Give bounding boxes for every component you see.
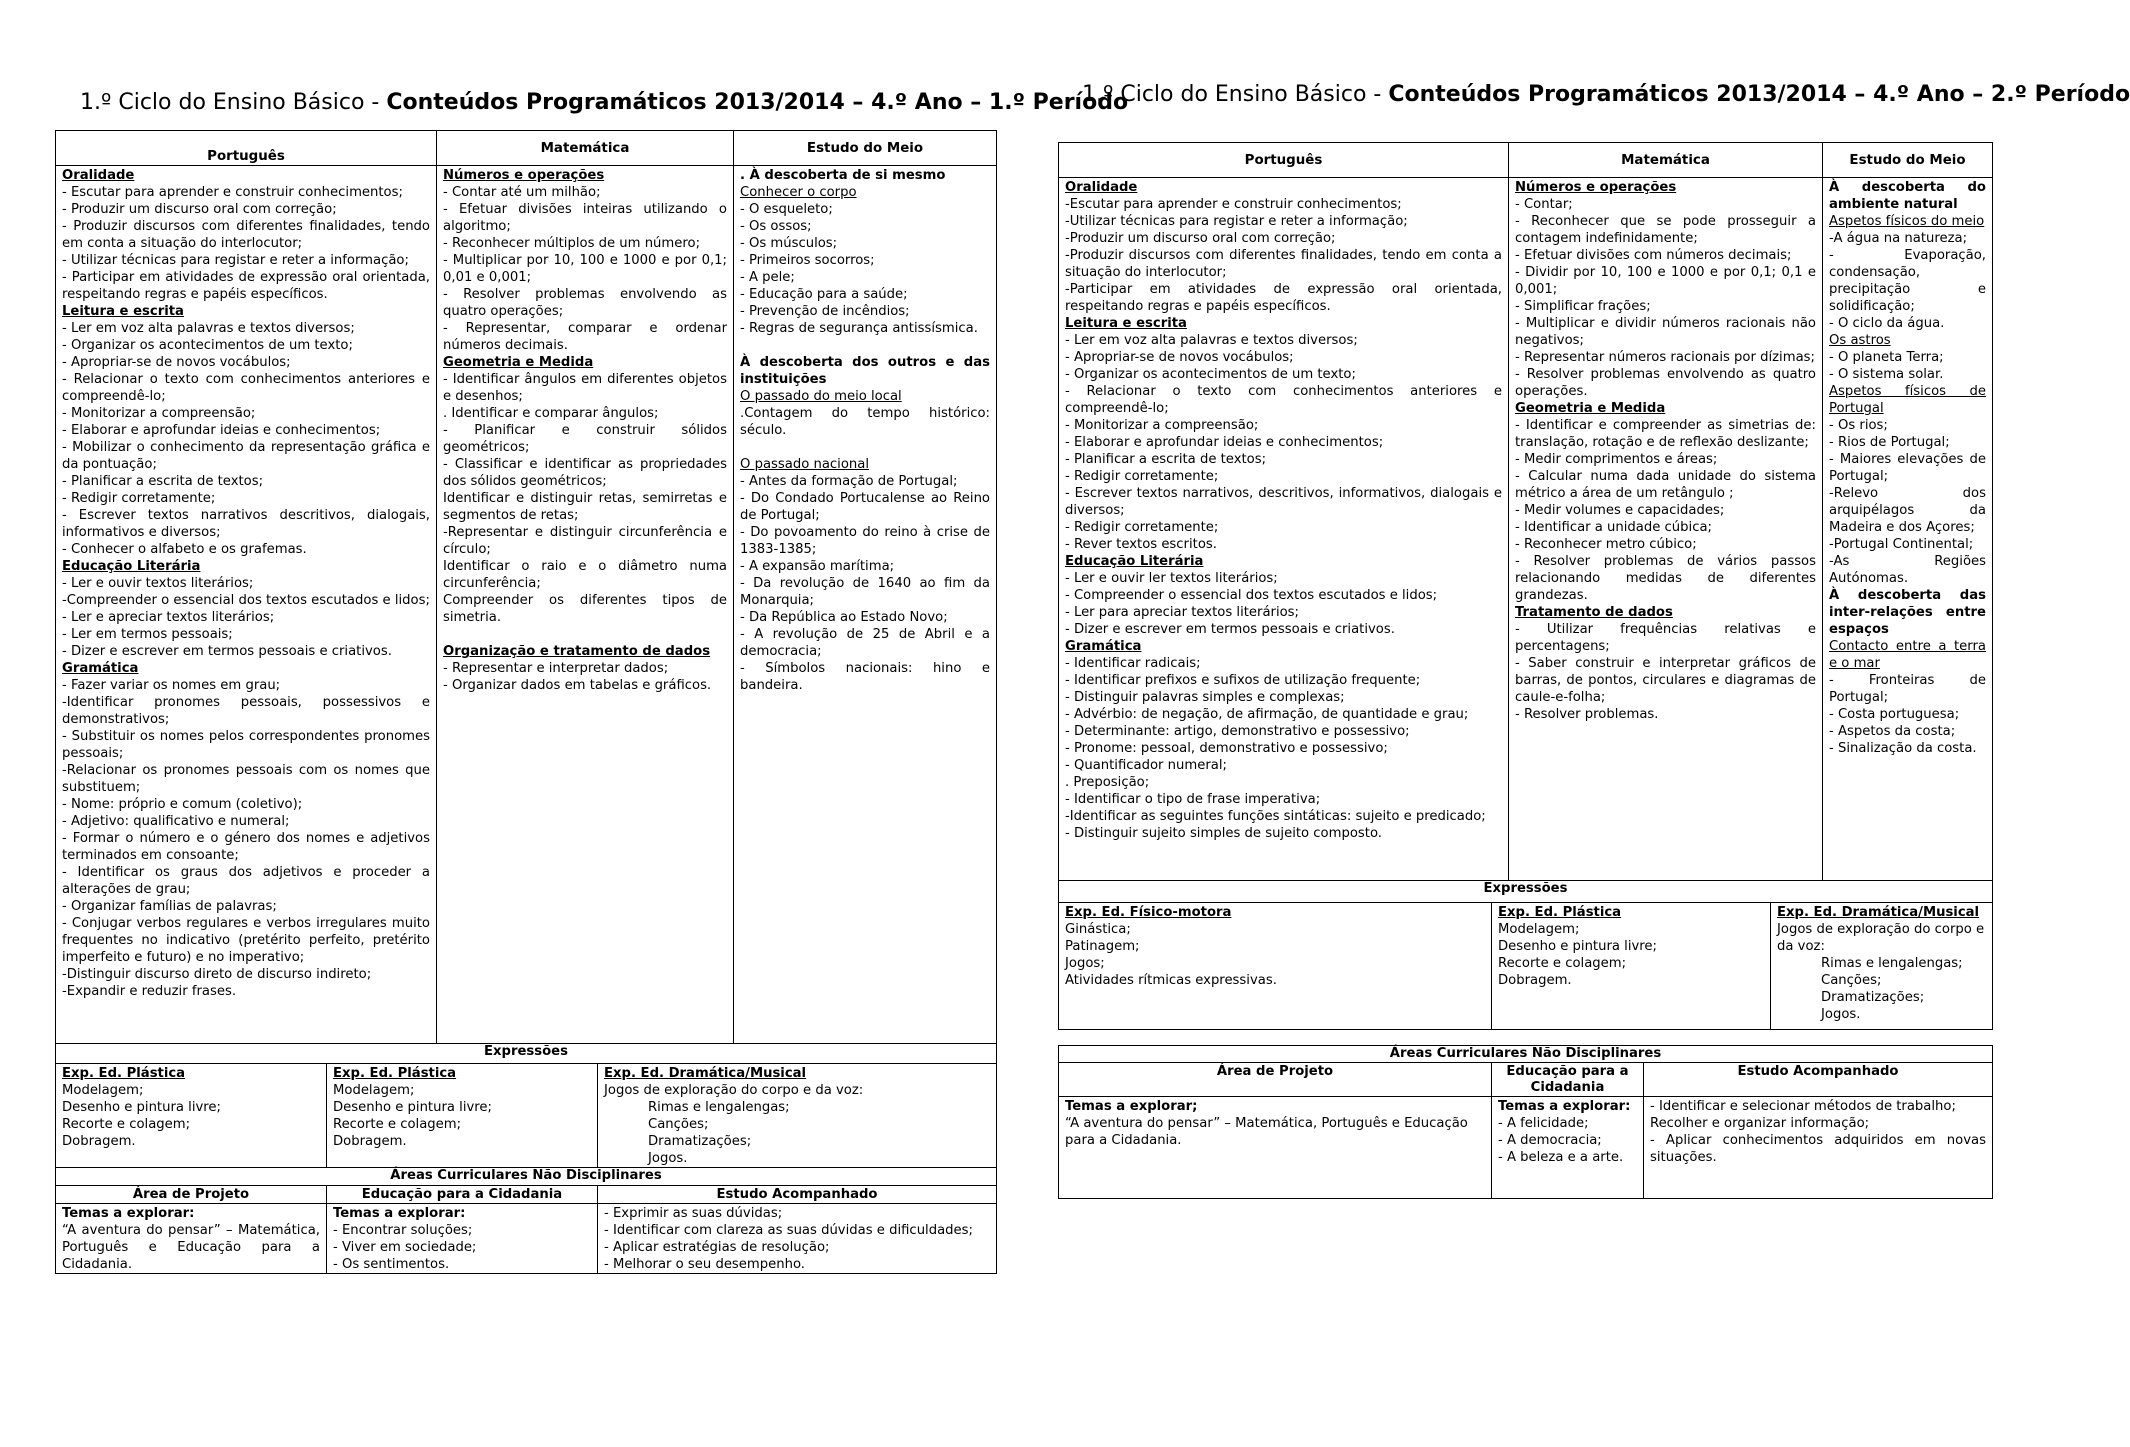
list-item: - Ler e ouvir textos literários; — [62, 576, 254, 591]
list-item: - O sistema solar. — [1829, 367, 1944, 382]
section-heading: Conhecer o corpo — [740, 185, 857, 200]
section-heading: Números e operações — [443, 168, 605, 183]
list-item: Dramatizações; — [1821, 990, 1925, 1005]
list-item: - A democracia; — [1498, 1133, 1602, 1148]
list-item — [740, 337, 990, 354]
list-item: - Conjugar verbos regulares e verbos irregulares muito frequentes no indicativo (pretérito perfeito, pretérito imperfeito e futuro) e no imperativo; — [62, 916, 430, 965]
list-item: - Multiplicar por 10, 100 e 1000 e por 0,1; 0,01 e 0,001; — [443, 253, 727, 285]
list-item: - Prevenção de incêndios; — [740, 304, 910, 319]
section-heading: Gramática — [1065, 639, 1142, 654]
list-item: Recorte e colagem; — [333, 1117, 462, 1132]
list-item: - Educação para a saúde; — [740, 287, 908, 302]
list-item: - Planificar a escrita de textos; — [62, 474, 264, 489]
list-item: -A água na natureza; — [1829, 231, 1968, 246]
section-heading: O passado nacional — [740, 457, 870, 472]
cidadania-cell: Temas a explorar: - A felicidade; - A democracia; - A beleza e a arte. — [1492, 1097, 1644, 1199]
list-item: - Organizar dados em tabelas e gráficos. — [443, 678, 712, 693]
list-item: - A expansão marítima; — [740, 559, 895, 574]
list-item: Desenho e pintura livre; — [1498, 939, 1657, 954]
list-item: - Resolver problemas envolvendo as quatro operações. — [1515, 367, 1816, 399]
area-projeto-cell: Temas a explorar: “A aventura do pensar” – Matemática, Português e Educação para a Cidadania. — [56, 1204, 327, 1274]
list-item: - Nome: próprio e comum (coletivo); — [62, 797, 303, 812]
section-heading: Aspetos físicos de Portugal — [1829, 384, 1986, 416]
list-item: - Resolver problemas. — [1515, 707, 1659, 722]
list-item: - A beleza e a arte. — [1498, 1150, 1624, 1165]
list-item: -Expandir e reduzir frases. — [62, 984, 237, 999]
list-item: Atividades rítmicas expressivas. — [1065, 973, 1277, 988]
list-item: - Determinante: artigo, demonstrativo e possessivo; — [1065, 724, 1410, 739]
list-item: - Medir comprimentos e áreas; — [1515, 452, 1718, 467]
section-heading: Tratamento de dados — [1515, 605, 1673, 620]
list-item: - Mobilizar o conhecimento da representação gráfica e da pontuação; — [62, 440, 430, 472]
list-item: - Melhorar o seu desempenho. — [604, 1257, 805, 1272]
list-item: - Do Condado Portucalense ao Reino de Portugal; — [740, 491, 990, 523]
list-item: Patinagem; — [1065, 939, 1140, 954]
list-item: -Compreender o essencial dos textos escutados e lidos; — [62, 593, 430, 608]
list-item: Canções; — [1821, 973, 1882, 988]
list-item: - Rios de Portugal; — [1829, 435, 1950, 450]
section-heading: Oralidade — [1065, 180, 1138, 195]
list-item: - Reconhecer metro cúbico; — [1515, 537, 1697, 552]
section-heading: À descoberta das inter-relações entre espaços — [1829, 588, 1986, 637]
list-item: Identificar o raio e o diâmetro numa circunferência; — [443, 559, 727, 591]
list-item: - Antes da formação de Portugal; — [740, 474, 958, 489]
section-heading: . À descoberta de si mesmo — [740, 168, 946, 183]
section-heading: Geometria e Medida — [443, 355, 594, 370]
list-item: - Encontrar soluções; — [333, 1223, 473, 1238]
list-item: - Apropriar-se de novos vocábulos; — [62, 355, 291, 370]
estudo-meio-column — [734, 166, 997, 1044]
list-item: - Formar o número e o género dos nomes e adjetivos terminados em consoante; — [62, 831, 430, 863]
expressoes-title: Expressões — [1059, 881, 1993, 903]
list-item: . Preposição; — [1065, 775, 1150, 790]
list-item: -Escutar para aprender e construir conhecimentos; — [1065, 197, 1402, 212]
list-item: -Produzir discursos com diferentes finalidades, tendo em conta a situação do interlocutor; — [1065, 248, 1502, 280]
list-item: Dobragem. — [1498, 973, 1572, 988]
list-item: - Ler em voz alta palavras e textos diversos; — [62, 321, 355, 336]
acnd-header: Área de Projeto — [1059, 1063, 1492, 1097]
list-item: - Ler em voz alta palavras e textos diversos; — [1065, 333, 1358, 348]
list-item: Jogos de exploração do corpo e da voz: — [604, 1083, 864, 1098]
list-item: - Dizer e escrever em termos pessoais e criativos. — [1065, 622, 1395, 637]
list-item: Desenho e pintura livre; — [62, 1100, 221, 1115]
list-item: - Participar em atividades de expressão oral orientada, respeitando regras e papéis específicos. — [62, 270, 430, 302]
list-item: .Contagem do tempo histórico: século. — [740, 406, 990, 438]
section-heading: Educação Literária — [1065, 554, 1204, 569]
list-item: - Aplicar estratégias de resolução; — [604, 1240, 830, 1255]
section-heading: Leitura e escrita — [62, 304, 184, 319]
list-item: Identificar e distinguir retas, semirretas e segmentos de retas; — [443, 491, 727, 523]
list-item: - Primeiros socorros; — [740, 253, 875, 268]
list-item: - Representar números racionais por dízimas; — [1515, 350, 1815, 365]
list-item: - Utilizar técnicas para registar e reter a informação; — [62, 253, 409, 268]
list-item: -Portugal Continental; — [1829, 537, 1974, 552]
list-item: - A felicidade; — [1498, 1116, 1589, 1131]
acnd-header: Área de Projeto — [56, 1186, 327, 1204]
right-main-table — [1058, 142, 1993, 881]
expressao-block: Exp. Ed. Plástica Modelagem; Desenho e pintura livre; Recorte e colagem; Dobragem. — [56, 1064, 327, 1168]
list-item: - Monitorizar a compreensão; — [62, 406, 256, 421]
list-item: - Representar, comparar e ordenar números decimais. — [443, 321, 727, 353]
list-item: -Representar e distinguir circunferência e círculo; — [443, 525, 727, 557]
list-item: - Apropriar-se de novos vocábulos; — [1065, 350, 1294, 365]
list-item: -Distinguir discurso direto de discurso indireto; — [62, 967, 372, 982]
list-item: - Regras de segurança antissísmica. — [740, 321, 978, 336]
list-item: - Efetuar divisões inteiras utilizando o algoritmo; — [443, 202, 727, 234]
list-item: Recorte e colagem; — [1498, 956, 1627, 971]
left-expressoes-table — [55, 1043, 997, 1274]
portugues-column — [1059, 178, 1509, 881]
list-item — [443, 626, 727, 643]
list-item: Dramatizações; — [648, 1134, 752, 1149]
list-item: - O planeta Terra; — [1829, 350, 1944, 365]
list-item: - A pele; — [740, 270, 795, 285]
right-acnd-table — [1058, 1045, 1993, 1199]
list-item: - Contar; — [1515, 197, 1573, 212]
list-item: - Identificar e selecionar métodos de trabalho; — [1650, 1099, 1956, 1114]
list-item: - Representar e interpretar dados; — [443, 661, 669, 676]
list-item: - Identificar o tipo de frase imperativa; — [1065, 792, 1321, 807]
right-expressoes-table — [1058, 880, 1993, 1030]
list-item: - Efetuar divisões com números decimais; — [1515, 248, 1792, 263]
header-portugues: Português — [56, 131, 437, 166]
list-item: -As Regiões Autónomas. — [1829, 554, 1986, 586]
section-heading: Geometria e Medida — [1515, 401, 1666, 416]
list-item: Modelagem; — [62, 1083, 144, 1098]
cidadania-cell: Temas a explorar: - Encontrar soluções; - Viver em sociedade; - Os sentimentos. — [327, 1204, 598, 1274]
list-item: Rimas e lengalengas; — [648, 1100, 790, 1115]
list-item: Ginástica; — [1065, 922, 1131, 937]
list-item: - Dividir por 10, 100 e 1000 e por 0,1; 0,1 e 0,001; — [1515, 265, 1816, 297]
list-item — [740, 439, 990, 456]
list-item: - Costa portuguesa; — [1829, 707, 1960, 722]
list-item: - Distinguir palavras simples e complexas; — [1065, 690, 1345, 705]
list-item: - Sinalização da costa. — [1829, 741, 1977, 756]
list-item: - Do povoamento do reino à crise de 1383-1385; — [740, 525, 990, 557]
list-item: Modelagem; — [1498, 922, 1580, 937]
header-estudo-meio: Estudo do Meio — [1823, 143, 1993, 178]
expressao-block: Exp. Ed. Plástica Modelagem; Desenho e pintura livre; Recorte e colagem; Dobragem. — [1492, 903, 1771, 1030]
list-item: - Escutar para aprender e construir conhecimentos; — [62, 185, 403, 200]
acnd-header: Educação para a Cidadania — [1492, 1063, 1644, 1097]
list-item: - Monitorizar a compreensão; — [1065, 418, 1259, 433]
list-item: - Reconhecer que se pode prosseguir a contagem indefinidamente; — [1515, 214, 1816, 246]
list-item: - Utilizar frequências relativas e percentagens; — [1515, 622, 1816, 654]
list-item: Canções; — [648, 1117, 709, 1132]
list-item: - Redigir corretamente; — [62, 491, 216, 506]
list-item: Rimas e lengalengas; — [1821, 956, 1963, 971]
list-item: Dobragem. — [62, 1134, 136, 1149]
list-item: - O esqueleto; — [740, 202, 833, 217]
list-item: - Maiores elevações de Portugal; — [1829, 452, 1986, 484]
list-item: Recolher e organizar informação; — [1650, 1116, 1870, 1131]
list-item: - Relacionar o texto com conhecimentos anteriores e compreendê-lo; — [1065, 384, 1502, 416]
list-item: - Fazer variar os nomes em grau; — [62, 678, 281, 693]
list-item: Recorte e colagem; — [62, 1117, 191, 1132]
list-item: - Adjetivo: qualificativo e numeral; — [62, 814, 290, 829]
list-item: - Relacionar o texto com conhecimentos anteriores e compreendê-lo; — [62, 372, 430, 404]
expressao-block: Exp. Ed. Físico-motora Ginástica; Patinagem; Jogos; Atividades rítmicas expressivas. — [1059, 903, 1492, 1030]
list-item: - Contar até um milhão; — [443, 185, 601, 200]
estudo-meio-column — [1823, 178, 1993, 881]
list-item: - Elaborar e aprofundar ideias e conhecimentos; — [62, 423, 381, 438]
list-item: - Identificar os graus dos adjetivos e proceder a alterações de grau; — [62, 865, 430, 897]
list-item: -Identificar as seguintes funções sintáticas: sujeito e predicado; — [1065, 809, 1486, 824]
list-item: - Resolver problemas de vários passos relacionando medidas de diferentes grandezas. — [1515, 554, 1816, 603]
acnd-header: Estudo Acompanhado — [598, 1186, 997, 1204]
list-item: - Identificar ângulos em diferentes objetos e desenhos; — [443, 372, 727, 404]
list-item: -Utilizar técnicas para registar e reter a informação; — [1065, 214, 1408, 229]
list-item: - Organizar os acontecimentos de um texto; — [1065, 367, 1356, 382]
list-item: - Classificar e identificar as propriedades dos sólidos geométricos; — [443, 457, 727, 489]
section-heading: À descoberta dos outros e das instituições — [740, 355, 990, 387]
list-item: - Identificar prefixos e sufixos de utilização frequente; — [1065, 673, 1421, 688]
header-estudo-meio: Estudo do Meio — [734, 131, 997, 166]
list-item: - Identificar radicais; — [1065, 656, 1201, 671]
section-heading: Os astros — [1829, 333, 1891, 348]
estudo-acompanhado-cell — [598, 1204, 997, 1274]
list-item: Modelagem; — [333, 1083, 415, 1098]
list-item: - Os sentimentos. — [333, 1257, 450, 1272]
list-item: - Identificar a unidade cúbica; — [1515, 520, 1712, 535]
list-item: - Identificar com clareza as suas dúvidas e dificuldades; — [604, 1223, 973, 1238]
right-page-title: 1.º Ciclo do Ensino Básico - Conteúdos Programáticos 2013/2014 – 4.º Ano – 2.º Período — [1082, 82, 2130, 107]
list-item: Jogos. — [648, 1151, 688, 1166]
left-main-table — [55, 130, 997, 1044]
list-item: - Planificar e construir sólidos geométricos; — [443, 423, 727, 455]
list-item: - Os rios; — [1829, 418, 1888, 433]
list-item: - Ler e ouvir ler textos literários; — [1065, 571, 1278, 586]
list-item: -Produzir um discurso oral com correção; — [1065, 231, 1336, 246]
list-item: - Rever textos escritos. — [1065, 537, 1217, 552]
list-item: - Medir volumes e capacidades; — [1515, 503, 1725, 518]
matematica-column — [1509, 178, 1823, 881]
list-item: Desenho e pintura livre; — [333, 1100, 492, 1115]
acnd-header: Estudo Acompanhado — [1644, 1063, 1993, 1097]
section-heading: Contacto entre a terra e o mar — [1829, 639, 1986, 671]
list-item: - Advérbio: de negação, de afirmação, de quantidade e grau; — [1065, 707, 1469, 722]
acnd-title: Áreas Curriculares Não Disciplinares — [56, 1168, 997, 1186]
list-item: - Resolver problemas envolvendo as quatro operações; — [443, 287, 727, 319]
list-item: - Organizar os acontecimentos de um texto; — [62, 338, 353, 353]
section-heading: Aspetos físicos do meio — [1829, 214, 1985, 229]
list-item: - Produzir discursos com diferentes finalidades, tendo em conta a situação do interlocutor; — [62, 219, 430, 251]
list-item: - O ciclo da água. — [1829, 316, 1945, 331]
list-item: -Identificar pronomes pessoais, possessivos e demonstrativos; — [62, 695, 430, 727]
header-portugues: Português — [1059, 143, 1509, 178]
list-item: Jogos de exploração do corpo e da voz: — [1777, 922, 1985, 954]
list-item: - Organizar famílias de palavras; — [62, 899, 277, 914]
list-item: - Reconhecer múltiplos de um número; — [443, 236, 701, 251]
section-heading: Organização e tratamento de dados — [443, 644, 711, 659]
section-heading: Gramática — [62, 661, 139, 676]
list-item: - Distinguir sujeito simples de sujeito composto. — [1065, 826, 1382, 841]
list-item: - Quantificador numeral; — [1065, 758, 1227, 773]
expressao-block: Exp. Ed. Dramática/Musical Jogos de exploração do corpo e da voz: Rimas e lengalengas; Canções; Dramatizações; Jogos. — [1771, 903, 1993, 1030]
acnd-header: Educação para a Cidadania — [327, 1186, 598, 1204]
portugues-column — [56, 166, 437, 1044]
list-item: - Símbolos nacionais: hino e bandeira. — [740, 661, 990, 693]
list-item: - Os ossos; — [740, 219, 812, 234]
section-heading: Números e operações — [1515, 180, 1677, 195]
area-projeto-cell: Temas a explorar; “A aventura do pensar” – Matemática, Português e Educação para a Cidadania. — [1059, 1097, 1492, 1199]
list-item: Dobragem. — [333, 1134, 407, 1149]
list-item: - Viver em sociedade; — [333, 1240, 477, 1255]
section-heading: Oralidade — [62, 168, 135, 183]
list-item: - Ler e apreciar textos literários; — [62, 610, 275, 625]
list-item: - Da revolução de 1640 ao fim da Monarquia; — [740, 576, 990, 608]
list-item: Jogos. — [1821, 1007, 1861, 1022]
list-item: - Redigir corretamente; — [1065, 469, 1219, 484]
matematica-column — [437, 166, 734, 1044]
list-item: - Aspetos da costa; — [1829, 724, 1956, 739]
header-matematica: Matemática — [1509, 143, 1823, 178]
list-item: - Da República ao Estado Novo; — [740, 610, 948, 625]
list-item: - Saber construir e interpretar gráficos de barras, de pontos, circulares e diagramas de caule-e-folha; — [1515, 656, 1816, 705]
list-item: Jogos; — [1065, 956, 1105, 971]
list-item: -Participar em atividades de expressão oral orientada, respeitando regras e papéis específicos. — [1065, 282, 1502, 314]
list-item: Compreender os diferentes tipos de simetria. — [443, 593, 727, 625]
list-item: - Escrever textos narrativos descritivos, dialogais, informativos e diversos; — [62, 508, 430, 540]
list-item: - Pronome: pessoal, demonstrativo e possessivo; — [1065, 741, 1388, 756]
list-item: - Planificar a escrita de textos; — [1065, 452, 1267, 467]
list-item: - Calcular numa dada unidade do sistema métrico a área de um retângulo ; — [1515, 469, 1816, 501]
estudo-acompanhado-cell — [1644, 1097, 1993, 1199]
expressoes-title: Expressões — [56, 1044, 997, 1064]
list-item: - Os músculos; — [740, 236, 838, 251]
list-item: - Escrever textos narrativos, descritivos, informativos, dialogais e diversos; — [1065, 486, 1502, 518]
section-heading: À descoberta do ambiente natural — [1829, 180, 1986, 212]
list-item: -Relevo dos arquipélagos da Madeira e dos Açores; — [1829, 486, 1986, 535]
list-item: - Redigir corretamente; — [1065, 520, 1219, 535]
list-item: - Elaborar e aprofundar ideias e conhecimentos; — [1065, 435, 1384, 450]
list-item: - Simplificar frações; — [1515, 299, 1651, 314]
section-heading: Leitura e escrita — [1065, 316, 1187, 331]
expressao-block: Exp. Ed. Plástica Modelagem; Desenho e pintura livre; Recorte e colagem; Dobragem. — [327, 1064, 598, 1168]
section-heading: O passado do meio local — [740, 389, 902, 404]
list-item: - Exprimir as suas dúvidas; — [604, 1206, 783, 1221]
list-item: - Conhecer o alfabeto e os grafemas. — [62, 542, 307, 557]
list-item: - Produzir um discurso oral com correção; — [62, 202, 337, 217]
list-item: - Fronteiras de Portugal; — [1829, 673, 1986, 705]
list-item: - Compreender o essencial dos textos escutados e lidos; — [1065, 588, 1438, 603]
list-item: - Ler para apreciar textos literários; — [1065, 605, 1299, 620]
list-item: - Aplicar conhecimentos adquiridos em novas situações. — [1650, 1133, 1986, 1165]
list-item: - A revolução de 25 de Abril e a democracia; — [740, 627, 990, 659]
list-item: - Identificar e compreender as simetrias de: translação, rotação e de reflexão deslizante; — [1515, 418, 1816, 450]
left-page-title: 1.º Ciclo do Ensino Básico - Conteúdos Programáticos 2013/2014 – 4.º Ano – 1.º Período — [80, 90, 1129, 115]
list-item: - Dizer e escrever em termos pessoais e criativos. — [62, 644, 392, 659]
list-item: - Multiplicar e dividir números racionais não negativos; — [1515, 316, 1816, 348]
acnd-title: Áreas Curriculares Não Disciplinares — [1059, 1046, 1993, 1063]
list-item: . Identificar e comparar ângulos; — [443, 406, 659, 421]
expressao-block: Exp. Ed. Dramática/Musical Jogos de exploração do corpo e da voz: Rimas e lengalengas; Canções; Dramatizações; Jogos. — [598, 1064, 997, 1168]
list-item: - Evaporação, condensação, precipitação e solidificação; — [1829, 248, 1986, 314]
list-item: - Substituir os nomes pelos correspondentes pronomes pessoais; — [62, 729, 430, 761]
list-item: -Relacionar os pronomes pessoais com os nomes que substituem; — [62, 763, 430, 795]
header-matematica: Matemática — [437, 131, 734, 166]
section-heading: Educação Literária — [62, 559, 201, 574]
list-item: - Ler em termos pessoais; — [62, 627, 233, 642]
